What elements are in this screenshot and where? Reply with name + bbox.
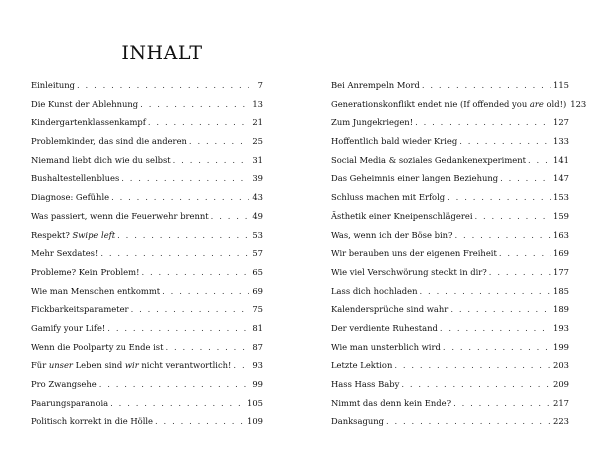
toc-dot-leader <box>499 248 551 258</box>
toc-dot-leader <box>131 304 249 314</box>
toc-dot-leader <box>475 211 552 221</box>
toc-entry-title-pre: Pro Zwangsehe <box>31 379 97 389</box>
toc-entry-title <box>331 267 487 277</box>
toc-dot-leader <box>117 230 249 240</box>
toc-entry[interactable] <box>31 360 263 379</box>
toc-entry-page: 133 <box>553 136 569 147</box>
toc-entry-title-pre: Nimmt das denn kein Ende? <box>331 397 452 408</box>
toc-dot-leader <box>420 286 551 296</box>
toc-entry[interactable] <box>331 286 569 305</box>
toc-entry-title <box>31 379 97 389</box>
toc-entry-title-pre: Einleitung <box>31 80 76 90</box>
toc-entry-title-pre: Für <box>31 360 49 371</box>
toc-column-right <box>331 80 587 435</box>
toc-dot-leader <box>99 379 249 389</box>
toc-entry[interactable] <box>31 342 263 361</box>
toc-entry-page: 169 <box>553 248 569 259</box>
toc-entry-title <box>31 248 98 258</box>
toc-entry-title <box>31 173 119 183</box>
toc-entry-title <box>331 230 453 240</box>
toc-entry-title-pre: Letzte Lektion <box>331 360 393 371</box>
toc-entry[interactable] <box>331 323 569 342</box>
toc-dot-leader <box>173 155 249 165</box>
toc-dot-leader <box>528 155 551 165</box>
toc-entry-title-pre: Wir berauben uns der eigenen Freiheit <box>331 248 497 259</box>
toc-entry-title <box>331 398 451 408</box>
toc-entry-title <box>31 323 105 333</box>
toc-entry-page: 141 <box>553 154 569 165</box>
toc-entry-title-pre: Mehr Sexdates! <box>31 248 99 259</box>
toc-entry-page: 127 <box>553 117 569 128</box>
toc-entry-title-pre: Politisch korrekt in die Hölle <box>31 416 154 427</box>
toc-entry-title <box>331 173 498 183</box>
toc-entry[interactable] <box>31 230 263 249</box>
toc-dot-leader <box>155 416 245 426</box>
toc-dot-leader <box>500 173 551 183</box>
toc-dot-leader <box>453 398 551 408</box>
toc-dot-leader <box>141 267 249 277</box>
toc-dot-leader <box>489 267 551 277</box>
toc-dot-leader <box>443 342 551 352</box>
toc-dot-leader <box>100 248 249 258</box>
toc-entry[interactable] <box>331 342 569 361</box>
toc-entry-title-pre: Zum Jungekriegen! <box>331 117 414 128</box>
toc-dot-leader <box>162 286 249 296</box>
toc-dot-leader <box>211 211 249 221</box>
toc-entry[interactable] <box>331 136 569 155</box>
toc-dot-leader <box>401 379 551 389</box>
toc-entry-title-pre: Schluss machen mit Erfolg <box>331 192 446 203</box>
toc-entry-title <box>31 398 108 408</box>
toc-entry-title-pre: Respekt? <box>31 229 73 240</box>
toc-entry-title <box>31 416 153 426</box>
toc-entry[interactable] <box>31 304 263 323</box>
toc-entry[interactable] <box>31 155 263 174</box>
toc-entry-page: 81 <box>252 322 263 333</box>
toc-dot-leader <box>77 80 249 90</box>
toc-entry-title-pre: Ästhetik einer Kneipenschlägerei <box>331 210 473 221</box>
toc-entry[interactable] <box>31 379 263 398</box>
toc-entry-page: 43 <box>252 192 263 203</box>
toc-entry[interactable] <box>331 230 569 249</box>
toc-entry-page: 65 <box>252 266 263 277</box>
toc-entry[interactable] <box>331 379 569 398</box>
toc-entry-title <box>331 323 438 333</box>
toc-entry[interactable] <box>31 248 263 267</box>
toc-entry-title <box>331 155 526 165</box>
toc-entry-title-pre: Wie man unsterblich wird <box>331 341 441 352</box>
toc-entry-title <box>331 286 418 296</box>
toc-entry-page: 123 <box>570 98 587 109</box>
toc-entry-title <box>331 379 399 389</box>
toc-entry-title <box>31 136 187 146</box>
toc-entry-page: 193 <box>553 322 569 333</box>
toc-entry-page: 115 <box>553 80 569 90</box>
toc-entry-title-mid: old!) <box>543 98 567 109</box>
toc-dot-leader <box>140 99 249 109</box>
toc-entry-title-pre: Social Media & soziales Gedankenexperiment <box>331 154 527 165</box>
toc-dot-leader <box>189 136 249 146</box>
toc-entry[interactable] <box>331 80 569 99</box>
toc-entry-title <box>31 304 129 314</box>
toc-dot-leader <box>165 342 249 352</box>
toc-dot-leader <box>447 192 551 202</box>
toc-dot-leader <box>386 416 551 426</box>
toc-entry-title-pre: Wie man Menschen entkommt <box>31 285 161 296</box>
toc-entry[interactable] <box>331 304 569 323</box>
toc-entry[interactable] <box>331 248 569 267</box>
toc-entry[interactable] <box>31 416 263 435</box>
toc-entry-title-pre: Fickbarkeitsparameter <box>31 304 129 315</box>
toc-entry-title <box>331 342 441 352</box>
toc-entry-page: 109 <box>247 416 263 427</box>
toc-entry-page: 31 <box>252 154 263 165</box>
toc-entry-page: 39 <box>252 173 263 184</box>
toc-dot-leader <box>107 323 249 333</box>
toc-entry-page: 159 <box>553 210 569 221</box>
toc-entry-title <box>31 155 171 165</box>
toc-entry-page: 217 <box>553 397 569 408</box>
toc-entry-title-pre: Kalendersprüche sind wahr <box>331 304 449 315</box>
toc-entry-page: 177 <box>553 266 569 277</box>
toc-entry[interactable] <box>331 192 569 211</box>
toc-entry-page: 105 <box>247 397 263 408</box>
toc-entry-page: 203 <box>553 360 569 371</box>
toc-entry-title-pre: Probleme? Kein Problem! <box>31 266 140 277</box>
toc-entry-title-pre: Niemand liebt dich wie du selbst <box>31 154 171 165</box>
toc-entry-page: 99 <box>252 379 263 389</box>
toc-entry-title <box>31 286 160 296</box>
toc-entry-title-post: nicht verantwortlich! <box>138 360 232 371</box>
toc-entry-title-pre: Wenn die Poolparty zu Ende ist <box>31 341 164 352</box>
toc-entry[interactable] <box>331 398 569 417</box>
toc-entry-title-pre: Das Geheimnis einer langen Beziehung <box>331 173 499 184</box>
toc-entry-title <box>31 267 139 277</box>
toc-entry-title-pre: Paarungsparanoia <box>31 397 109 408</box>
page-title: INHALT <box>121 42 203 64</box>
toc-entry-page: 199 <box>553 341 569 352</box>
toc-entry[interactable] <box>331 267 569 286</box>
toc-entry[interactable] <box>331 173 569 192</box>
toc-entry-title <box>331 304 448 314</box>
toc-entry-title <box>331 136 457 146</box>
toc-entry-title-em2: wir <box>124 360 139 371</box>
toc-entry-title <box>331 99 566 109</box>
toc-dot-leader <box>233 360 249 370</box>
toc-entry-title-pre: Gamify your Life! <box>31 322 106 333</box>
toc-entry-title <box>331 211 473 221</box>
toc-entry[interactable] <box>31 136 263 155</box>
toc-entry-title <box>31 80 75 90</box>
toc-entry-title-em: Swipe left <box>72 229 116 240</box>
toc-entry-page: 7 <box>257 80 263 90</box>
toc-entry-title-pre: Hass Hass Baby <box>331 379 400 389</box>
toc-entry-title <box>31 230 115 240</box>
toc-entry[interactable] <box>31 323 263 342</box>
toc-dot-leader <box>455 230 551 240</box>
toc-entry-title <box>331 248 497 258</box>
toc-entry[interactable] <box>331 360 569 379</box>
toc-entry-title-pre: Diagnose: Gefühle <box>31 192 110 203</box>
toc-entry-page: 93 <box>252 360 263 371</box>
toc-entry-title <box>31 342 163 352</box>
toc-entry-title-pre: Problemkinder, das sind die anderen <box>31 136 187 147</box>
toc-entry[interactable] <box>331 98 587 118</box>
toc-entry[interactable] <box>31 211 263 230</box>
toc-column-left <box>31 80 263 435</box>
toc-entry[interactable] <box>31 286 263 305</box>
toc-entry-page: 25 <box>252 136 263 147</box>
toc-entry-page: 153 <box>553 192 569 203</box>
toc-entry[interactable] <box>31 192 263 211</box>
toc-entry-title-pre: Hoffentlich bald wieder Krieg <box>331 136 458 147</box>
toc-entry[interactable] <box>31 267 263 286</box>
toc-entry[interactable] <box>31 99 263 118</box>
toc-entry-title-pre: Bei Anrempeln Mord <box>331 80 420 90</box>
toc-entry-page: 13 <box>252 98 263 109</box>
toc-dot-leader <box>110 398 245 408</box>
toc-entry[interactable] <box>31 173 263 192</box>
toc-entry-title <box>331 192 445 202</box>
toc-entry-title <box>31 360 231 370</box>
toc-entry-page: 209 <box>553 379 569 389</box>
toc-entry[interactable] <box>331 117 569 136</box>
toc-entry-page: 75 <box>252 304 263 315</box>
toc-entry-title-mid: Leben sind <box>72 360 125 371</box>
toc-entry[interactable] <box>331 211 569 230</box>
toc-entry-title-pre: Lass dich hochladen <box>331 285 418 296</box>
toc-entry-page: 53 <box>252 229 263 240</box>
toc-dot-leader <box>111 192 249 202</box>
toc-entry-title <box>31 211 209 221</box>
toc-entry-title <box>31 99 138 109</box>
toc-entry-page: 87 <box>252 341 263 352</box>
toc-dot-leader <box>148 117 249 127</box>
toc-entry-page: 223 <box>553 416 569 427</box>
toc-entry[interactable] <box>31 398 263 417</box>
toc-dot-leader <box>450 304 551 314</box>
toc-entry-title-pre: Wie viel Verschwörung steckt in dir? <box>331 266 487 277</box>
toc-entry-page: 57 <box>252 248 263 259</box>
toc-entry-title-pre: Kindergartenklassenkampf <box>31 117 146 128</box>
toc-dot-leader <box>422 80 551 90</box>
toc-entry-title-pre: Der verdiente Ruhestand <box>331 322 438 333</box>
toc-entry-title <box>331 360 392 370</box>
toc-entry-title <box>31 192 109 202</box>
toc-entry-title-pre: Was, wenn ich der Böse bin? <box>331 229 453 240</box>
toc-entry-title <box>331 416 384 426</box>
toc-entry-page: 69 <box>252 285 263 296</box>
toc-dot-leader <box>459 136 551 146</box>
toc-dot-leader <box>440 323 551 333</box>
toc-entry-page: 49 <box>252 210 263 221</box>
toc-entry[interactable] <box>331 155 569 174</box>
toc-entry-title-pre: Bushaltestellenblues <box>31 173 120 184</box>
toc-entry-title-pre: Was passiert, wenn die Feuerwehr brennt <box>31 210 209 221</box>
toc-entry-title-em: unser <box>48 360 73 371</box>
toc-dot-leader <box>121 173 249 183</box>
toc-entry-title-pre: Die Kunst der Ablehnung <box>31 98 139 109</box>
toc-entry[interactable] <box>31 80 263 99</box>
toc-entry[interactable] <box>31 117 263 136</box>
toc-dot-leader <box>415 117 551 127</box>
toc-entry-page: 21 <box>252 117 263 128</box>
toc-entry-title-pre: Danksagung <box>331 416 384 427</box>
toc-entry-page: 163 <box>553 229 569 240</box>
toc-entry[interactable] <box>331 416 569 435</box>
toc-entry-page: 147 <box>553 173 569 184</box>
toc-entry-page: 189 <box>553 304 569 315</box>
toc-dot-leader <box>394 360 551 370</box>
toc-entry-title <box>331 117 413 127</box>
toc-entry-page: 185 <box>553 285 569 296</box>
toc-entry-title <box>331 80 420 90</box>
toc-entry-title-em: are <box>529 98 544 109</box>
toc-entry-title-pre: Generationskonflikt endet nie (If offended you <box>331 98 530 109</box>
toc-entry-title <box>31 117 146 127</box>
